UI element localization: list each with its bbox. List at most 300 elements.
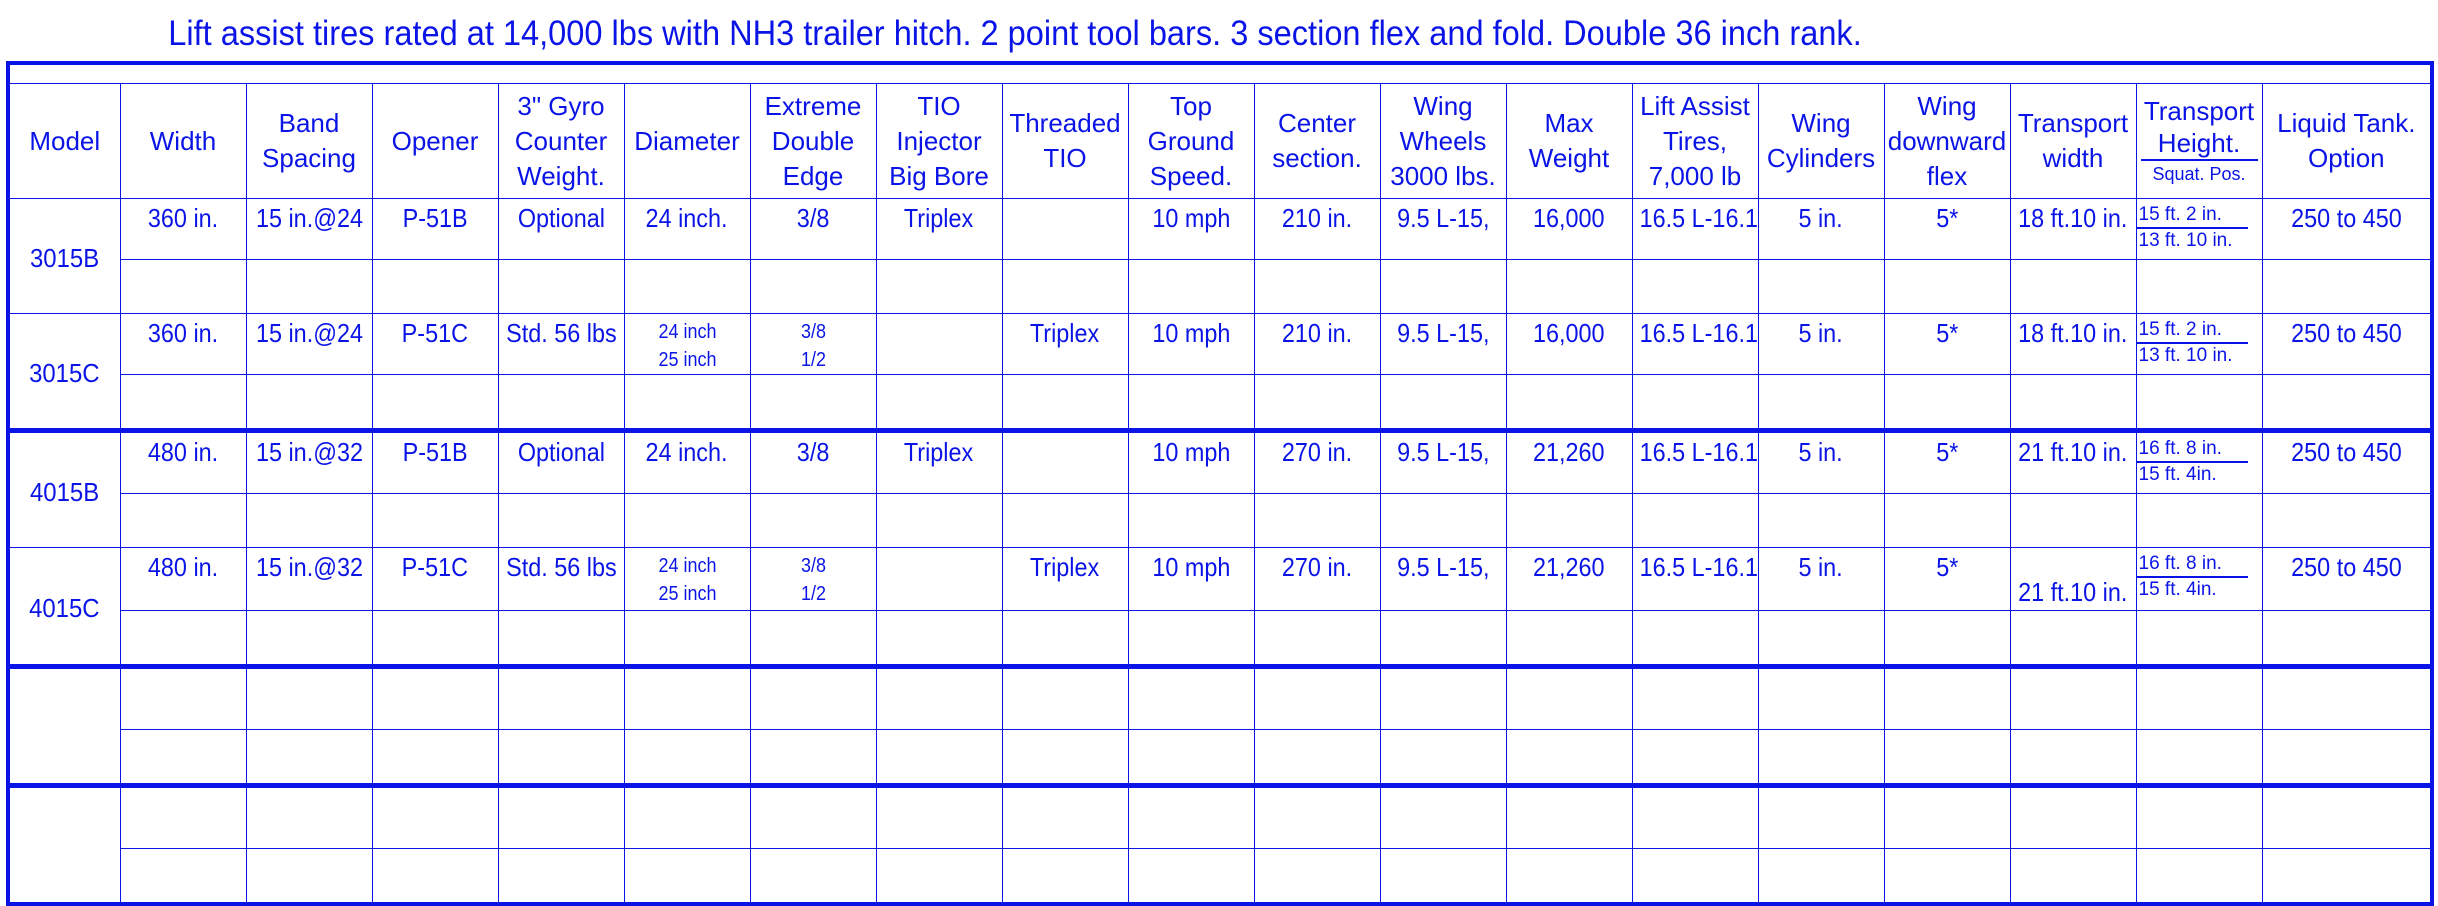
page-title: Lift assist tires rated at 14,000 lbs with NH3 trailer hitch. 2 point tool bars. 3 section flex and fold. Double 36 inch rank. [168, 14, 1862, 53]
model-label: 3015B [30, 242, 100, 273]
cell-diameter [624, 548, 750, 611]
center-value: 210 in. [1281, 203, 1353, 233]
empty-cell [2136, 260, 2262, 314]
model-label: 4015B [30, 476, 100, 507]
cell-diameter [624, 431, 750, 494]
cell-band [246, 314, 372, 375]
empty-cell [2262, 375, 2432, 431]
liquid-tank-value: 250 to 450 [2291, 437, 2402, 467]
empty-cell [1380, 611, 1506, 667]
empty-cell [1506, 667, 1632, 730]
header-diameter: Diameter [624, 84, 750, 199]
wing-flex-value: 5* [1935, 437, 1959, 467]
empty-cell [2010, 849, 2136, 905]
cell-extreme [750, 548, 876, 611]
empty-cell [624, 786, 750, 849]
center-value: 210 in. [1281, 318, 1353, 348]
cell-transport-height [2136, 548, 2262, 611]
empty-cell [2136, 730, 2262, 786]
cell-transport-height [2136, 314, 2262, 375]
empty-cell [2010, 786, 2136, 849]
cell-opener [372, 431, 498, 494]
empty-cell [1254, 786, 1380, 849]
empty-cell [876, 730, 1002, 786]
lift-value: 16.5 L-16.1 [1639, 203, 1758, 233]
header-lift-assist-tires: Lift Assist Tires, 7,000 lb [1632, 84, 1758, 199]
empty-cell [1254, 611, 1380, 667]
empty-cell [876, 667, 1002, 730]
lift-value: 16.5 L-16.1 [1639, 437, 1758, 467]
tio-value: Triplex [904, 437, 974, 467]
top-spacer-row [8, 63, 2432, 84]
transport-width-value: 21 ft.10 in. [2018, 437, 2128, 467]
cell-band [246, 431, 372, 494]
empty-cell [1380, 667, 1506, 730]
empty-cell [2010, 375, 2136, 431]
transport-height-squat: 15 ft. 4in. [2138, 579, 2217, 600]
empty-cell [120, 494, 246, 548]
width-value: 360 in. [147, 203, 219, 233]
empty-cell [1002, 786, 1128, 849]
transport-height-normal: 15 ft. 2 in. [2137, 318, 2248, 344]
width-value: 360 in. [147, 318, 219, 348]
cell-threaded [1002, 548, 1128, 611]
empty-cell [1002, 375, 1128, 431]
empty-cell [876, 494, 1002, 548]
empty-cell [1758, 849, 1884, 905]
cell-lift [1632, 431, 1758, 494]
header-width: Width [120, 84, 246, 199]
cell-speed [1128, 199, 1254, 260]
empty-cell [2136, 494, 2262, 548]
empty-cell [1002, 849, 1128, 905]
speed-value: 10 mph [1151, 437, 1231, 467]
header-threaded-tio: Threaded TIO [1002, 84, 1128, 199]
cell-wing-cyl [1758, 548, 1884, 611]
empty-cell [2136, 375, 2262, 431]
empty-cell [1254, 494, 1380, 548]
empty-cell [2262, 786, 2432, 849]
model-cell [8, 314, 120, 431]
header-extreme-double-edge: Extreme Double Edge [750, 84, 876, 199]
empty-cell [1002, 494, 1128, 548]
empty-cell [624, 494, 750, 548]
empty-cell [1632, 849, 1758, 905]
empty-cell [750, 730, 876, 786]
width-value: 480 in. [147, 552, 219, 582]
gyro-value: Std. 56 lbs [505, 552, 617, 582]
wing-flex-value: 5* [1935, 318, 1959, 348]
empty-cell [750, 849, 876, 905]
empty-cell [624, 667, 750, 730]
cell-gyro [498, 314, 624, 375]
empty-cell [1758, 494, 1884, 548]
liquid-tank-value: 250 to 450 [2291, 318, 2402, 348]
cell-threaded [1002, 431, 1128, 494]
empty-cell [1884, 667, 2010, 730]
cell-transport-height [2136, 431, 2262, 494]
table-row-sub [8, 494, 2432, 548]
extreme-value: 3/8 [796, 437, 830, 467]
empty-cell [624, 260, 750, 314]
empty-cell [120, 260, 246, 314]
header-tio-injector: TIO Injector Big Bore [876, 84, 1002, 199]
empty-cell [876, 849, 1002, 905]
speed-value: 10 mph [1151, 203, 1231, 233]
table-row-sub [8, 375, 2432, 431]
empty-cell [1506, 730, 1632, 786]
empty-cell [372, 730, 498, 786]
wing-wheels-value: 9.5 L-15, [1396, 318, 1490, 348]
center-value: 270 in. [1281, 437, 1353, 467]
band-value: 15 in.@24 [255, 318, 363, 348]
cell-max-weight [1506, 199, 1632, 260]
empty-cell [246, 667, 372, 730]
cell-band [246, 199, 372, 260]
cell-lift [1632, 548, 1758, 611]
blank-model-cell [8, 667, 120, 786]
cell-wing-flex [1884, 431, 2010, 494]
cell-transport-width [2010, 431, 2136, 494]
cell-gyro [498, 431, 624, 494]
table-row-sub [8, 611, 2432, 667]
cell-opener [372, 314, 498, 375]
empty-cell [2262, 611, 2432, 667]
cell-band [246, 548, 372, 611]
cell-opener [372, 548, 498, 611]
empty-cell [1380, 849, 1506, 905]
cell-center [1254, 431, 1380, 494]
diameter-value: 24 inch. [646, 437, 728, 467]
transport-height-squat: 15 ft. 4in. [2138, 464, 2217, 485]
diameter-value: 24 inch [657, 321, 717, 343]
cell-tio [876, 314, 1002, 375]
empty-cell [246, 786, 372, 849]
cell-diameter [624, 314, 750, 375]
cell-wing-wheels [1380, 548, 1506, 611]
cell-tio [876, 199, 1002, 260]
empty-cell [876, 260, 1002, 314]
empty-cell [1758, 260, 1884, 314]
empty-cell [1506, 260, 1632, 314]
empty-cell [498, 849, 624, 905]
empty-cell [1380, 260, 1506, 314]
speed-value: 10 mph [1151, 552, 1231, 582]
cell-wing-wheels [1380, 199, 1506, 260]
gyro-value: Optional [517, 203, 605, 233]
wing-cyl-value: 5 in. [1798, 318, 1844, 348]
empty-cell [624, 375, 750, 431]
cell-wing-cyl [1758, 314, 1884, 375]
cell-max-weight [1506, 314, 1632, 375]
tio-value: Triplex [904, 203, 974, 233]
empty-cell [1380, 730, 1506, 786]
empty-cell [120, 786, 246, 849]
opener-value: P-51C [401, 552, 469, 582]
empty-cell [1758, 375, 1884, 431]
header-max-weight: Max Weight [1506, 84, 1632, 199]
cell-liquid-tank [2262, 548, 2432, 611]
header-wing-wheels: Wing Wheels 3000 lbs. [1380, 84, 1506, 199]
cell-liquid-tank [2262, 431, 2432, 494]
empty-cell [1254, 375, 1380, 431]
empty-cell [1128, 849, 1254, 905]
gyro-value: Std. 56 lbs [505, 318, 617, 348]
empty-cell [750, 375, 876, 431]
opener-value: P-51C [401, 318, 469, 348]
cell-width [120, 199, 246, 260]
cell-lift [1632, 314, 1758, 375]
empty-cell [1254, 730, 1380, 786]
model-cell [8, 548, 120, 667]
cell-wing-wheels [1380, 314, 1506, 375]
empty-cell [2262, 667, 2432, 730]
cell-extreme [750, 314, 876, 375]
header-liquid-tank-option: Liquid Tank. Option [2262, 84, 2432, 199]
empty-cell [1128, 611, 1254, 667]
extreme-value: 1/2 [800, 583, 826, 605]
header-top-ground-speed: Top Ground Speed. [1128, 84, 1254, 199]
transport-width-value: 21 ft.10 in. [2018, 577, 2128, 607]
empty-cell [246, 260, 372, 314]
empty-cell [2262, 494, 2432, 548]
empty-cell [1128, 260, 1254, 314]
empty-cell [750, 260, 876, 314]
cell-diameter [624, 199, 750, 260]
empty-cell [1128, 375, 1254, 431]
empty-cell [1884, 260, 2010, 314]
empty-cell [2136, 849, 2262, 905]
empty-cell [1002, 667, 1128, 730]
empty-cell [498, 667, 624, 730]
band-value: 15 in.@32 [255, 437, 363, 467]
width-value: 480 in. [147, 437, 219, 467]
empty-cell [1128, 730, 1254, 786]
spec-table [6, 61, 2434, 906]
empty-cell [1632, 786, 1758, 849]
empty-cell [372, 375, 498, 431]
header-transport-height-label: Transport Height. [2141, 95, 2258, 161]
empty-cell [2010, 667, 2136, 730]
header-opener: Opener [372, 84, 498, 199]
empty-cell [1002, 730, 1128, 786]
empty-cell [1758, 786, 1884, 849]
cell-extreme [750, 199, 876, 260]
empty-cell [1884, 730, 2010, 786]
band-value: 15 in.@24 [255, 203, 363, 233]
blank-row [8, 786, 2432, 849]
empty-cell [372, 494, 498, 548]
cell-extreme [750, 431, 876, 494]
wing-cyl-value: 5 in. [1798, 203, 1844, 233]
header-transport-width: Transport width [2010, 84, 2136, 199]
empty-cell [498, 786, 624, 849]
empty-cell [624, 849, 750, 905]
cell-tio [876, 431, 1002, 494]
extreme-value: 1/2 [800, 349, 826, 371]
empty-cell [1506, 375, 1632, 431]
threaded-value: Triplex [1030, 318, 1100, 348]
empty-cell [1632, 730, 1758, 786]
blank-row [8, 667, 2432, 730]
empty-cell [1254, 260, 1380, 314]
cell-wing-cyl [1758, 199, 1884, 260]
max-weight-value: 16,000 [1533, 203, 1605, 233]
cell-transport-width [2010, 314, 2136, 375]
cell-transport-width [2010, 199, 2136, 260]
cell-lift [1632, 199, 1758, 260]
cell-width [120, 548, 246, 611]
cell-wing-cyl [1758, 431, 1884, 494]
empty-cell [1380, 494, 1506, 548]
extreme-value: 3/8 [800, 555, 826, 577]
header-transport-height [2136, 84, 2262, 199]
empty-cell [750, 667, 876, 730]
cell-center [1254, 314, 1380, 375]
empty-cell [246, 611, 372, 667]
opener-value: P-51B [402, 203, 468, 233]
empty-cell [1884, 375, 2010, 431]
empty-cell [246, 730, 372, 786]
wing-cyl-value: 5 in. [1798, 437, 1844, 467]
empty-cell [1884, 494, 2010, 548]
cell-speed [1128, 548, 1254, 611]
liquid-tank-value: 250 to 450 [2291, 552, 2402, 582]
transport-height-normal: 15 ft. 2 in. [2137, 203, 2248, 229]
empty-cell [2136, 667, 2262, 730]
empty-cell [624, 611, 750, 667]
transport-height-normal: 16 ft. 8 in. [2137, 552, 2248, 578]
empty-cell [1128, 667, 1254, 730]
header-row [8, 84, 2432, 199]
empty-cell [1506, 494, 1632, 548]
max-weight-value: 21,260 [1533, 552, 1605, 582]
wing-flex-value: 5* [1935, 552, 1959, 582]
empty-cell [120, 730, 246, 786]
empty-cell [1632, 494, 1758, 548]
transport-height-squat: 13 ft. 10 in. [2138, 230, 2233, 251]
empty-cell [750, 494, 876, 548]
header-band-spacing: Band Spacing [246, 84, 372, 199]
cell-threaded [1002, 314, 1128, 375]
wing-wheels-value: 9.5 L-15, [1396, 552, 1490, 582]
transport-height-squat: 13 ft. 10 in. [2138, 345, 2233, 366]
empty-cell [1632, 611, 1758, 667]
cell-transport-width [2010, 548, 2136, 611]
empty-cell [1506, 611, 1632, 667]
empty-cell [750, 786, 876, 849]
band-value: 15 in.@32 [255, 552, 363, 582]
diameter-value: 24 inch [657, 555, 717, 577]
table-row [8, 199, 2432, 260]
center-value: 270 in. [1281, 552, 1353, 582]
extreme-value: 3/8 [800, 321, 826, 343]
table-row [8, 548, 2432, 611]
empty-cell [246, 375, 372, 431]
empty-cell [876, 786, 1002, 849]
table-row [8, 431, 2432, 494]
empty-cell [1758, 730, 1884, 786]
empty-cell [624, 730, 750, 786]
transport-width-value: 18 ft.10 in. [2018, 203, 2128, 233]
empty-cell [372, 667, 498, 730]
empty-cell [372, 849, 498, 905]
empty-cell [246, 849, 372, 905]
model-label: 4015C [29, 592, 100, 623]
blank-row [8, 849, 2432, 905]
cell-gyro [498, 548, 624, 611]
cell-threaded [1002, 199, 1128, 260]
wing-cyl-value: 5 in. [1798, 552, 1844, 582]
header-gyro-counter-weight: 3" Gyro Counter Weight. [498, 84, 624, 199]
empty-cell [2262, 849, 2432, 905]
model-cell [8, 199, 120, 314]
liquid-tank-value: 250 to 450 [2291, 203, 2402, 233]
wing-wheels-value: 9.5 L-15, [1396, 203, 1490, 233]
empty-cell [876, 611, 1002, 667]
header-transport-height-sub: Squat. Pos. [2152, 164, 2246, 184]
cell-transport-height [2136, 199, 2262, 260]
empty-cell [1128, 786, 1254, 849]
empty-cell [2010, 730, 2136, 786]
gyro-value: Optional [517, 437, 605, 467]
lift-value: 16.5 L-16.1 [1639, 318, 1758, 348]
max-weight-value: 21,260 [1533, 437, 1605, 467]
spacer-cell [8, 63, 2432, 84]
empty-cell [372, 786, 498, 849]
empty-cell [1002, 260, 1128, 314]
empty-cell [1632, 260, 1758, 314]
cell-wing-flex [1884, 199, 2010, 260]
empty-cell [120, 849, 246, 905]
empty-cell [2136, 611, 2262, 667]
empty-cell [372, 611, 498, 667]
transport-width-value: 18 ft.10 in. [2018, 318, 2128, 348]
speed-value: 10 mph [1151, 318, 1231, 348]
empty-cell [1380, 375, 1506, 431]
cell-wing-wheels [1380, 431, 1506, 494]
empty-cell [1254, 849, 1380, 905]
header-wing-cylinders: Wing Cylinders [1758, 84, 1884, 199]
cell-max-weight [1506, 548, 1632, 611]
cell-width [120, 431, 246, 494]
diameter-value: 25 inch [657, 583, 717, 605]
empty-cell [498, 260, 624, 314]
empty-cell [246, 494, 372, 548]
model-label: 3015C [29, 357, 100, 388]
empty-cell [1884, 611, 2010, 667]
cell-wing-flex [1884, 548, 2010, 611]
transport-height-normal: 16 ft. 8 in. [2137, 437, 2248, 463]
empty-cell [498, 375, 624, 431]
empty-cell [1506, 786, 1632, 849]
cell-speed [1128, 431, 1254, 494]
empty-cell [2010, 611, 2136, 667]
diameter-value: 24 inch. [646, 203, 728, 233]
table-row-sub [8, 260, 2432, 314]
cell-max-weight [1506, 431, 1632, 494]
diameter-value: 25 inch [657, 349, 717, 371]
empty-cell [1758, 667, 1884, 730]
wing-wheels-value: 9.5 L-15, [1396, 437, 1490, 467]
empty-cell [2010, 260, 2136, 314]
empty-cell [2262, 730, 2432, 786]
empty-cell [1884, 786, 2010, 849]
empty-cell [876, 375, 1002, 431]
extreme-value: 3/8 [796, 203, 830, 233]
cell-opener [372, 199, 498, 260]
header-wing-downward-flex: Wing downward flex [1884, 84, 2010, 199]
